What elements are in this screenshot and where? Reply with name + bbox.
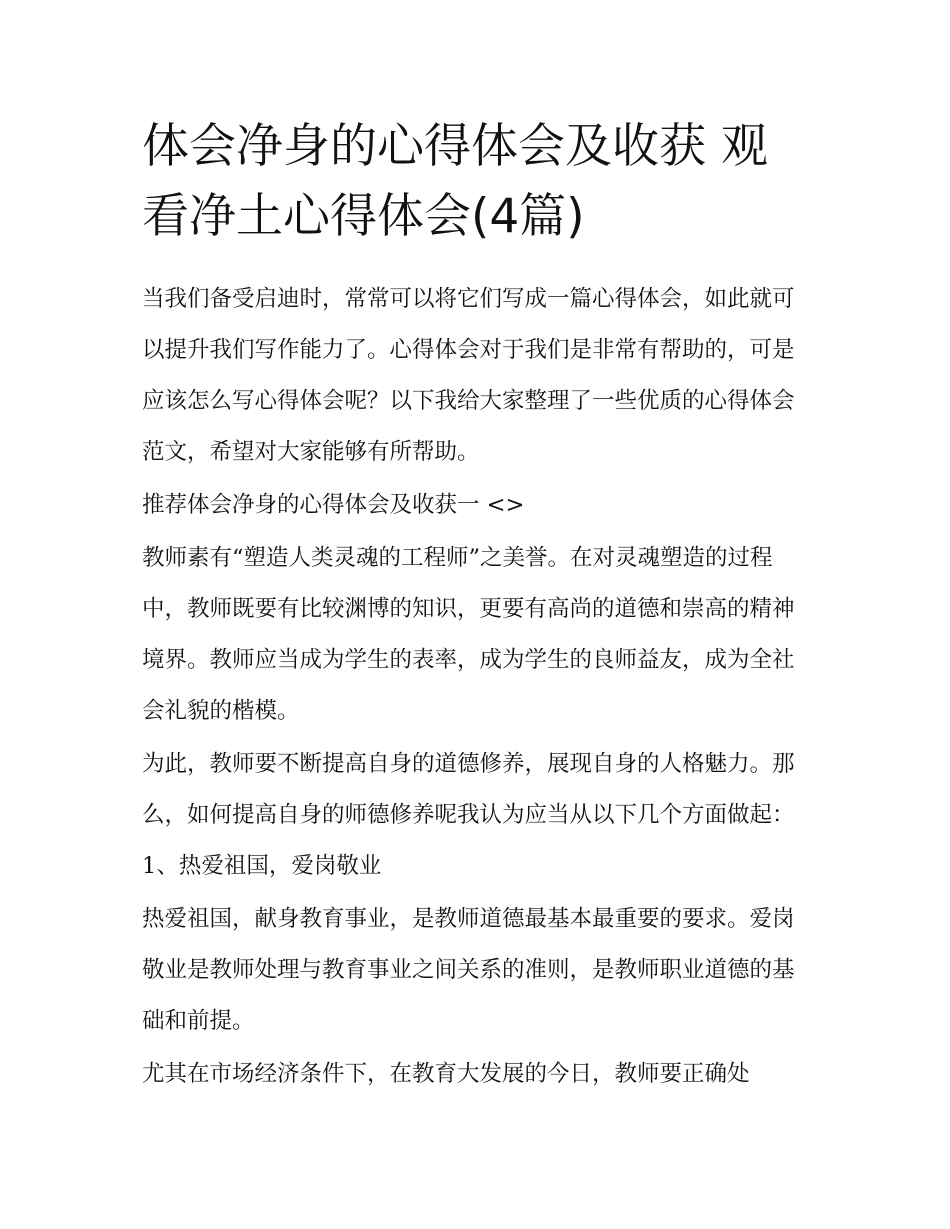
paragraph-moral-cultivation: 为此，教师要不断提高自身的道德修养，展现自身的人格魅力。那么，如何提高自身的师德修养呢我认为应当从以下几个方面做起： 1、热爱祖国，爱岗敬业 bbox=[142, 751, 795, 879]
document-body bbox=[142, 112, 814, 1102]
document-title: 体会净身的心得体会及收获 观看净土心得体会(4篇) bbox=[142, 119, 768, 244]
paragraph-love-country: 热爱祖国，献身教育事业，是教师道德最基本最重要的要求。爱岗敬业是教师处理与教育事业之间关系的准则，是教师职业道德的基础和前提。 bbox=[142, 906, 795, 1034]
paragraph-intro: 当我们备受启迪时，常常可以将它们写成一篇心得体会，如此就可以提升我们写作能力了。心得体会对于我们是非常有帮助的，可是应该怎么写心得体会呢？以下我给大家整理了一些优质的心得体会范文，希望对大家能够有所帮助。 bbox=[142, 286, 795, 465]
paragraph-teacher-reputation: 教师素有“塑造人类灵魂的工程师”之美誉。在对灵魂塑造的过程中，教师既要有比较渊博的知识，更要有高尚的道德和崇高的精神境界。教师应当成为学生的表率，成为学生的良师益友，成为全社会礼貌的楷模。 bbox=[142, 545, 795, 724]
paragraph-section-heading: 推荐体会净身的心得体会及收获一 <> bbox=[142, 492, 525, 518]
paragraph-market-economy: 尤其在市场经济条件下，在教育大发展的今日，教师要正确处 bbox=[142, 1061, 750, 1087]
